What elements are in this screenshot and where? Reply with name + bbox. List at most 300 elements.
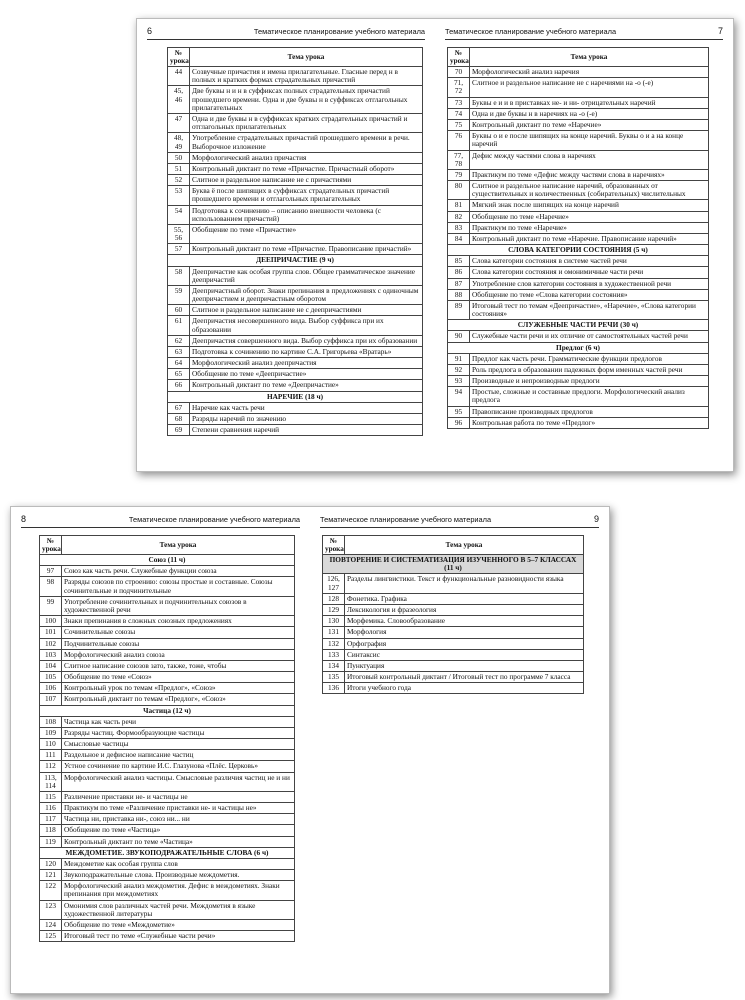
section-heading: ПОВТОРЕНИЕ И СИСТЕМАТИЗАЦИЯ ИЗУЧЕННОГО В 5–7 КЛАССАХ (11 ч) xyxy=(323,555,584,574)
table-row xyxy=(40,672,295,683)
page-8 xyxy=(11,507,310,993)
lesson-number: 80 xyxy=(448,181,470,200)
lesson-number: 75 xyxy=(448,119,470,130)
table-row xyxy=(40,596,295,615)
table-row xyxy=(448,150,709,169)
table-row xyxy=(168,186,423,205)
table-row xyxy=(168,86,423,114)
lesson-number: 68 xyxy=(168,413,190,424)
lesson-number: 94 xyxy=(448,387,470,406)
lesson-topic: Морфологический анализ наречия xyxy=(470,67,709,78)
table-row xyxy=(168,413,423,424)
lesson-topic: Слова категории состояния и омонимичные части речи xyxy=(470,267,709,278)
lesson-topic: Сочинительные союзы xyxy=(62,627,295,638)
lesson-topic: Простые, сложные и составные предлоги. Морфологический анализ предлога xyxy=(470,387,709,406)
lesson-number: 131 xyxy=(323,627,345,638)
table-row xyxy=(448,387,709,406)
table-row xyxy=(40,577,295,596)
lesson-topic: Наречие как часть речи xyxy=(190,402,423,413)
table-row xyxy=(448,97,709,108)
table-row xyxy=(40,649,295,660)
lesson-topic: Морфологический анализ союза xyxy=(62,649,295,660)
lesson-topic: Разряды наречий по значению xyxy=(190,413,423,424)
table-row xyxy=(168,163,423,174)
section-heading: СЛУЖЕБНЫЕ ЧАСТИ РЕЧИ (30 ч) xyxy=(448,320,709,331)
bottom-spread xyxy=(10,506,610,994)
lesson-number: 74 xyxy=(448,108,470,119)
lesson-number: 136 xyxy=(323,683,345,694)
lesson-topic: Обобщение по теме «Наречие» xyxy=(470,211,709,222)
table-row xyxy=(448,406,709,417)
lesson-topic: Раздельное и дефисное написание частиц xyxy=(62,750,295,761)
lesson-number: 50 xyxy=(168,152,190,163)
lesson-topic: Правописание производных предлогов xyxy=(470,406,709,417)
lesson-topic: Разделы лингвистики. Текст и функциональные разновидности языка xyxy=(345,574,584,593)
lesson-topic: Контрольный диктант по темам «Предлог», «Союз» xyxy=(62,694,295,705)
table-row xyxy=(40,814,295,825)
section-row xyxy=(323,555,584,574)
table-row xyxy=(323,683,584,694)
table-row xyxy=(448,108,709,119)
lesson-table xyxy=(322,535,584,694)
lesson-number: 132 xyxy=(323,638,345,649)
lesson-topic: Производные и непроизводные предлоги xyxy=(470,376,709,387)
lesson-topic: Предлог как часть речи. Грамматические функции предлогов xyxy=(470,353,709,364)
section-heading: Союз (11 ч) xyxy=(40,555,295,566)
lesson-number: 96 xyxy=(448,417,470,428)
section-row xyxy=(168,255,423,266)
lesson-topic: Обобщение по теме «Частица» xyxy=(62,825,295,836)
lesson-number: 58 xyxy=(168,266,190,285)
lesson-number: 104 xyxy=(40,660,62,671)
page-header xyxy=(445,25,723,40)
page-7 xyxy=(435,19,733,471)
lesson-number: 59 xyxy=(168,285,190,304)
lesson-table xyxy=(39,535,295,942)
table-row xyxy=(323,660,584,671)
lesson-topic: Обобщение по теме «Междометие» xyxy=(62,919,295,930)
lesson-topic: Союз как часть речи. Служебные функции союза xyxy=(62,566,295,577)
lesson-number: 53 xyxy=(168,186,190,205)
running-title: Тематическое планирование учебного материала xyxy=(320,515,492,524)
lesson-number: 55, 56 xyxy=(168,224,190,243)
lesson-number: 129 xyxy=(323,604,345,615)
col-topic-header: Тема урока xyxy=(190,48,423,67)
table-row xyxy=(168,358,423,369)
table-row xyxy=(448,376,709,387)
table-row xyxy=(448,300,709,319)
lesson-number: 108 xyxy=(40,716,62,727)
lesson-topic: Деепричастия совершенного вида. Выбор суффикса при их образовании xyxy=(190,335,423,346)
lesson-number: 116 xyxy=(40,803,62,814)
table-row xyxy=(168,205,423,224)
lesson-number: 67 xyxy=(168,402,190,413)
lesson-topic: Контрольный диктант по теме «Причастие. Правописание причастий» xyxy=(190,244,423,255)
lesson-number: 61 xyxy=(168,316,190,335)
page-header xyxy=(147,25,425,40)
lesson-number: 118 xyxy=(40,825,62,836)
table-row xyxy=(168,244,423,255)
lesson-topic: Фонетика. Графика xyxy=(345,593,584,604)
col-topic-header: Тема урока xyxy=(470,48,709,67)
lesson-number: 81 xyxy=(448,200,470,211)
table-row xyxy=(448,222,709,233)
lesson-number: 90 xyxy=(448,331,470,342)
table-row xyxy=(40,931,295,942)
lesson-topic: Смысловые частицы xyxy=(62,739,295,750)
table-row xyxy=(40,870,295,881)
lesson-topic: Обобщение по теме «Причастие» xyxy=(190,224,423,243)
table-row xyxy=(323,649,584,660)
table-row xyxy=(448,200,709,211)
lesson-topic: Морфологический анализ причастия xyxy=(190,152,423,163)
lesson-number: 69 xyxy=(168,425,190,436)
table-row xyxy=(40,881,295,900)
table-row xyxy=(448,417,709,428)
lesson-number: 64 xyxy=(168,358,190,369)
table-row xyxy=(168,346,423,357)
table-row xyxy=(40,660,295,671)
lesson-number: 51 xyxy=(168,163,190,174)
page-header xyxy=(320,513,599,528)
lesson-number: 101 xyxy=(40,627,62,638)
section-row xyxy=(448,245,709,256)
lesson-number: 82 xyxy=(448,211,470,222)
section-row xyxy=(168,391,423,402)
table-row xyxy=(40,858,295,869)
lesson-number: 83 xyxy=(448,222,470,233)
table-row xyxy=(323,604,584,615)
lesson-topic: Орфография xyxy=(345,638,584,649)
lesson-topic: Разряды союзов по строению: союзы простые и составные. Союзы сочинительные и подчинительные xyxy=(62,577,295,596)
lesson-topic: Буквы о и е после шипящих на конце наречий. Буквы о и а на конце наречий xyxy=(470,131,709,150)
lesson-topic: Морфологический анализ междометия. Дефис в междометиях. Знаки препинания при междометиях xyxy=(62,881,295,900)
lesson-topic: Знаки препинания в сложных союзных предложениях xyxy=(62,616,295,627)
table-row xyxy=(40,836,295,847)
lesson-topic: Устное сочинение по картине И.С. Глазунова «Плёс. Церковь» xyxy=(62,761,295,772)
lesson-topic: Слитное написание союзов зато, также, тоже, чтобы xyxy=(62,660,295,671)
section-row xyxy=(40,705,295,716)
running-title: Тематическое планирование учебного материала xyxy=(253,27,425,36)
table-row xyxy=(40,683,295,694)
page-number: 8 xyxy=(21,514,27,524)
lesson-topic: Звукоподражательные слова. Производные междометия. xyxy=(62,870,295,881)
table-row xyxy=(40,627,295,638)
section-heading: Предлог (6 ч) xyxy=(448,342,709,353)
lesson-topic: Контрольный диктант по теме «Частица» xyxy=(62,836,295,847)
lesson-number: 134 xyxy=(323,660,345,671)
lesson-number: 93 xyxy=(448,376,470,387)
lesson-number: 52 xyxy=(168,175,190,186)
lesson-number: 87 xyxy=(448,278,470,289)
table-row xyxy=(448,131,709,150)
table-row xyxy=(168,425,423,436)
top-spread xyxy=(136,18,734,472)
lesson-number: 85 xyxy=(448,256,470,267)
lesson-number: 60 xyxy=(168,305,190,316)
lesson-topic: Контрольный диктант по теме «Деепричастие» xyxy=(190,380,423,391)
lesson-topic: Частица как часть речи xyxy=(62,716,295,727)
table-row xyxy=(40,791,295,802)
lesson-number: 91 xyxy=(448,353,470,364)
lesson-topic: Лексикология и фразеология xyxy=(345,604,584,615)
lesson-number: 73 xyxy=(448,97,470,108)
lesson-number: 111 xyxy=(40,750,62,761)
lesson-number: 122 xyxy=(40,881,62,900)
lesson-topic: Синтаксис xyxy=(345,649,584,660)
lesson-number: 84 xyxy=(448,233,470,244)
lesson-topic: Употребление страдательных причастий прошедшего времени в речи. Выборочное изложение xyxy=(190,133,423,152)
running-title: Тематическое планирование учебного материала xyxy=(128,515,300,524)
lesson-topic: Обобщение по теме «Слова категории состояния» xyxy=(470,289,709,300)
lesson-topic: Морфемика. Словообразование xyxy=(345,616,584,627)
table-row xyxy=(323,593,584,604)
table-row xyxy=(448,289,709,300)
lesson-number: 125 xyxy=(40,931,62,942)
section-heading: СЛОВА КАТЕГОРИИ СОСТОЯНИЯ (5 ч) xyxy=(448,245,709,256)
lesson-number: 124 xyxy=(40,919,62,930)
lesson-topic: Итоговый тест по теме «Служебные части речи» xyxy=(62,931,295,942)
table-row xyxy=(168,285,423,304)
lesson-topic: Дефис между частями слова в наречиях xyxy=(470,150,709,169)
table-row xyxy=(40,919,295,930)
lesson-topic: Служебные части речи и их отличие от самостоятельных частей речи xyxy=(470,331,709,342)
section-heading: НАРЕЧИЕ (18 ч) xyxy=(168,391,423,402)
page-number: 9 xyxy=(593,514,599,524)
lesson-number: 123 xyxy=(40,900,62,919)
lesson-number: 88 xyxy=(448,289,470,300)
table-row xyxy=(40,803,295,814)
lesson-topic: Обобщение по теме «Деепричастие» xyxy=(190,369,423,380)
lesson-number: 119 xyxy=(40,836,62,847)
lesson-topic: Пунктуация xyxy=(345,660,584,671)
lesson-topic: Обобщение по теме «Союз» xyxy=(62,672,295,683)
table-row xyxy=(168,152,423,163)
lesson-number: 100 xyxy=(40,616,62,627)
lesson-number: 95 xyxy=(448,406,470,417)
lesson-topic: Контрольный диктант по теме «Причастие. Причастный оборот» xyxy=(190,163,423,174)
lesson-topic: Морфология xyxy=(345,627,584,638)
table-row xyxy=(168,335,423,346)
table-row xyxy=(323,627,584,638)
table-row xyxy=(448,278,709,289)
page-9 xyxy=(310,507,609,993)
lesson-topic: Слитное и раздельное написание наречий, образованных от существительных и количественных (собирательных) числительных xyxy=(470,181,709,200)
lesson-topic: Деепричастный оборот. Знаки препинания в предложениях с одиночным деепричастием и деепричастным оборотом xyxy=(190,285,423,304)
lesson-topic: Деепричастие как особая группа слов. Общее грамматическое значение деепричастий xyxy=(190,266,423,285)
table-row xyxy=(168,67,423,86)
lesson-topic: Различение приставки не- и частицы не xyxy=(62,791,295,802)
lesson-topic: Подчинительные союзы xyxy=(62,638,295,649)
col-number-header: № урока xyxy=(448,48,470,67)
lesson-number: 54 xyxy=(168,205,190,224)
lesson-number: 120 xyxy=(40,858,62,869)
lesson-number: 97 xyxy=(40,566,62,577)
lesson-number: 77, 78 xyxy=(448,150,470,169)
lesson-number: 103 xyxy=(40,649,62,660)
section-heading: ДЕЕПРИЧАСТИЕ (9 ч) xyxy=(168,255,423,266)
lesson-topic: Одна и две буквы н в наречиях на -о (-е) xyxy=(470,108,709,119)
table-row xyxy=(448,211,709,222)
lesson-table xyxy=(167,47,423,436)
lesson-number: 110 xyxy=(40,739,62,750)
section-heading: МЕЖДОМЕТИЕ. ЗВУКОПОДРАЖАТЕЛЬНЫЕ СЛОВА (6 ч) xyxy=(40,847,295,858)
lesson-topic: Мягкий знак после шипящих на конце наречий xyxy=(470,200,709,211)
lesson-number: 135 xyxy=(323,672,345,683)
col-topic-header: Тема урока xyxy=(345,536,584,555)
lesson-number: 126, 127 xyxy=(323,574,345,593)
table-row xyxy=(448,331,709,342)
lesson-number: 128 xyxy=(323,593,345,604)
section-heading: Частица (12 ч) xyxy=(40,705,295,716)
lesson-topic: Созвучные причастия и имена прилагательные. Гласные перед н в полных и кратких формах страдательных причастий xyxy=(190,67,423,86)
lesson-number: 48, 49 xyxy=(168,133,190,152)
lesson-number: 113, 114 xyxy=(40,772,62,791)
table-row xyxy=(40,750,295,761)
lesson-topic: Слитное и раздельное написание не с наречиями на -о (-е) xyxy=(470,78,709,97)
table-row xyxy=(40,825,295,836)
table-row xyxy=(40,694,295,705)
table-row xyxy=(448,267,709,278)
table-row xyxy=(40,772,295,791)
lesson-topic: Буквы е и и в приставках не- и ни- отрицательных наречий xyxy=(470,97,709,108)
lesson-number: 117 xyxy=(40,814,62,825)
table-row xyxy=(40,727,295,738)
lesson-number: 112 xyxy=(40,761,62,772)
lesson-number: 57 xyxy=(168,244,190,255)
lesson-table xyxy=(447,47,709,429)
lesson-topic: Практикум по теме «Различение приставки не- и частицы не» xyxy=(62,803,295,814)
lesson-number: 98 xyxy=(40,577,62,596)
lesson-topic: Контрольный диктант по теме «Наречие» xyxy=(470,119,709,130)
lesson-topic: Буква ё после шипящих в суффиксах страдательных причастий прошедшего времени и отглагольных прилагательных xyxy=(190,186,423,205)
lesson-number: 109 xyxy=(40,727,62,738)
table-row xyxy=(40,566,295,577)
lesson-number: 89 xyxy=(448,300,470,319)
table-row xyxy=(40,616,295,627)
table-row xyxy=(448,233,709,244)
lesson-number: 62 xyxy=(168,335,190,346)
lesson-topic: Частица ни, приставка ни-, союз ни... ни xyxy=(62,814,295,825)
table-row xyxy=(40,900,295,919)
table-row xyxy=(168,305,423,316)
page-6 xyxy=(137,19,435,471)
lesson-topic: Контрольный урок по темам «Предлог», «Союз» xyxy=(62,683,295,694)
lesson-number: 45, 46 xyxy=(168,86,190,114)
table-row xyxy=(168,380,423,391)
table-row xyxy=(448,353,709,364)
section-row xyxy=(448,320,709,331)
col-number-header: № урока xyxy=(168,48,190,67)
lesson-topic: Две буквы н и н в суффиксах полных страдательных причастий прошедшего времени. Одна и две буквы н в суффиксах отглагольных прилагательных xyxy=(190,86,423,114)
lesson-number: 121 xyxy=(40,870,62,881)
table-row xyxy=(168,113,423,132)
lesson-topic: Морфологический анализ деепричастия xyxy=(190,358,423,369)
table-row xyxy=(448,67,709,78)
lesson-topic: Степени сравнения наречий xyxy=(190,425,423,436)
section-row xyxy=(40,555,295,566)
lesson-number: 133 xyxy=(323,649,345,660)
table-row xyxy=(168,402,423,413)
table-row xyxy=(323,638,584,649)
lesson-topic: Употребление сочинительных и подчинительных союзов в художественной речи xyxy=(62,596,295,615)
lesson-number: 105 xyxy=(40,672,62,683)
lesson-topic: Слитное и раздельное написание не с причастиями xyxy=(190,175,423,186)
table-row xyxy=(40,716,295,727)
table-row xyxy=(448,181,709,200)
lesson-topic: Итоговый контрольный диктант / Итоговый тест по программе 7 класса xyxy=(345,672,584,683)
table-row xyxy=(168,266,423,285)
table-row xyxy=(448,169,709,180)
page-header xyxy=(21,513,300,528)
running-title: Тематическое планирование учебного материала xyxy=(445,27,617,36)
table-row xyxy=(168,175,423,186)
lesson-topic: Итоги учебного года xyxy=(345,683,584,694)
lesson-topic: Контрольная работа по теме «Предлог» xyxy=(470,417,709,428)
table-row xyxy=(448,364,709,375)
table-row xyxy=(168,369,423,380)
lesson-topic: Слитное и раздельное написание не с деепричастиями xyxy=(190,305,423,316)
table-row xyxy=(40,761,295,772)
lesson-topic: Слова категории состояния в системе частей речи xyxy=(470,256,709,267)
table-row xyxy=(323,672,584,683)
col-topic-header: Тема урока xyxy=(62,536,295,555)
lesson-topic: Роль предлога в образовании падежных форм именных частей речи xyxy=(470,364,709,375)
table-row xyxy=(168,133,423,152)
lesson-topic: Употребление слов категории состояния в художественной речи xyxy=(470,278,709,289)
lesson-number: 76 xyxy=(448,131,470,150)
lesson-number: 70 xyxy=(448,67,470,78)
lesson-topic: Морфологический анализ частицы. Смысловые различия частиц не и ни xyxy=(62,772,295,791)
page-number: 6 xyxy=(147,26,153,36)
lesson-topic: Подготовка к сочинению – описанию внешности человека (с использованием причастий) xyxy=(190,205,423,224)
col-number-header: № урока xyxy=(323,536,345,555)
table-row xyxy=(323,616,584,627)
lesson-topic: Разряды частиц. Формообразующие частицы xyxy=(62,727,295,738)
table-row xyxy=(40,638,295,649)
lesson-number: 79 xyxy=(448,169,470,180)
lesson-topic: Подготовка к сочинению по картине С.А. Григорьева «Вратарь» xyxy=(190,346,423,357)
lesson-number: 47 xyxy=(168,113,190,132)
lesson-topic: Контрольный диктант по теме «Наречие. Правописание наречий» xyxy=(470,233,709,244)
table-row xyxy=(448,256,709,267)
lesson-number: 99 xyxy=(40,596,62,615)
table-row xyxy=(448,119,709,130)
page-number: 7 xyxy=(717,26,723,36)
lesson-topic: Практикум по теме «Наречие» xyxy=(470,222,709,233)
lesson-number: 130 xyxy=(323,616,345,627)
col-number-header: № урока xyxy=(40,536,62,555)
lesson-number: 107 xyxy=(40,694,62,705)
lesson-number: 86 xyxy=(448,267,470,278)
table-row xyxy=(168,224,423,243)
table-row xyxy=(40,739,295,750)
table-row xyxy=(323,574,584,593)
lesson-number: 44 xyxy=(168,67,190,86)
lesson-number: 102 xyxy=(40,638,62,649)
lesson-topic: Одна и две буквы н в суффиксах кратких страдательных причастий и отглагольных прилагательных xyxy=(190,113,423,132)
lesson-topic: Итоговый тест по темам «Деепричастие», «Наречие», «Слова категории состояния» xyxy=(470,300,709,319)
section-row xyxy=(448,342,709,353)
lesson-topic: Междометие как особая группа слов xyxy=(62,858,295,869)
section-row xyxy=(40,847,295,858)
lesson-topic: Практикум по теме «Дефис между частями слова в наречиях» xyxy=(470,169,709,180)
lesson-number: 106 xyxy=(40,683,62,694)
lesson-number: 92 xyxy=(448,364,470,375)
lesson-topic: Деепричастия несовершенного вида. Выбор суффикса при их образовании xyxy=(190,316,423,335)
lesson-number: 115 xyxy=(40,791,62,802)
lesson-number: 71, 72 xyxy=(448,78,470,97)
